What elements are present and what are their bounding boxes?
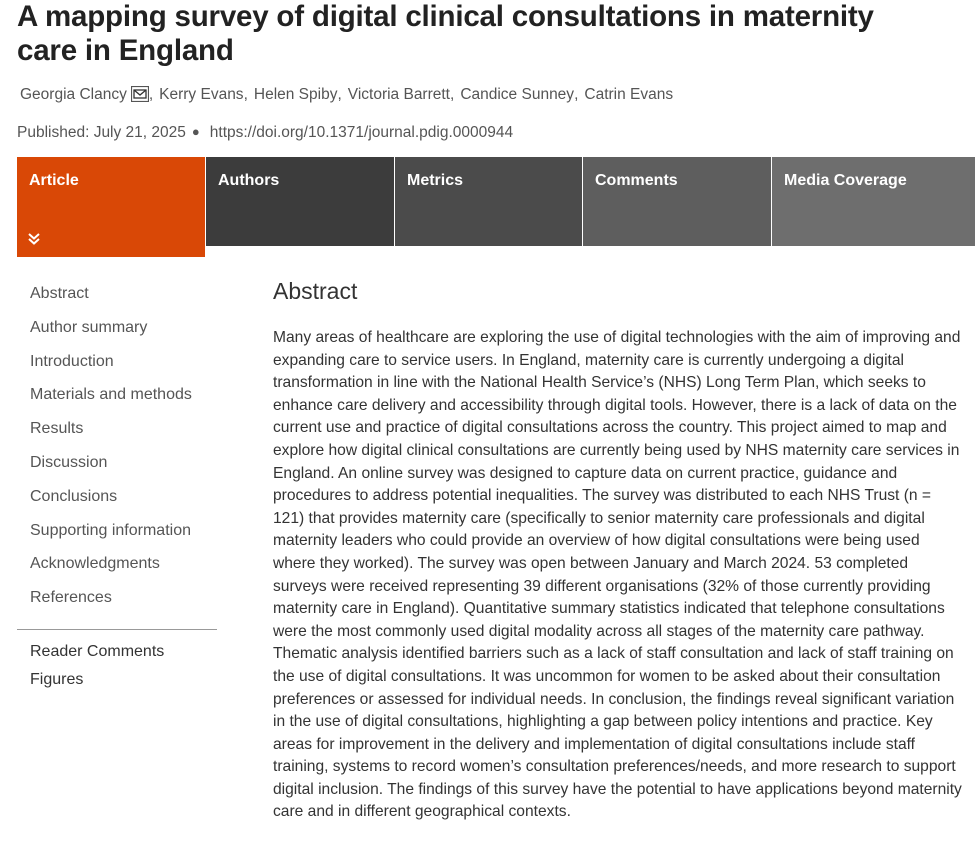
author-separator: , [243, 86, 248, 103]
nav-link-acknowledgments[interactable]: Acknowledgments [30, 555, 160, 573]
tab-label: Authors [218, 172, 280, 189]
nav-link-materials-and-methods[interactable]: Materials and methods [30, 386, 192, 404]
bullet-separator: ● [191, 124, 200, 139]
tab-label: Article [29, 172, 79, 189]
nav-link-author-summary[interactable]: Author summary [30, 318, 148, 336]
abstract-heading: Abstract [273, 278, 358, 304]
author-link[interactable]: Kerry Evans [159, 86, 244, 103]
tab-label: Metrics [407, 172, 464, 189]
nav-link-conclusions[interactable]: Conclusions [30, 487, 118, 505]
section-nav [17, 277, 217, 694]
tab-authors[interactable] [206, 157, 394, 246]
tab-label: Comments [595, 172, 678, 189]
published-date: Published: July 21, 2025 [17, 124, 186, 141]
author-link[interactable]: Helen Spiby [253, 86, 338, 103]
tab-media-coverage[interactable] [772, 157, 975, 246]
author-list [20, 86, 673, 104]
article-title: A mapping survey of digital clinical consultations in maternity care in England [17, 0, 874, 67]
double-chevron-down-icon [27, 232, 41, 246]
author-link[interactable]: Catrin Evans [584, 86, 674, 103]
nav-link-references[interactable]: References [30, 589, 112, 607]
author-link[interactable]: Georgia Clancy [20, 86, 149, 104]
author-link[interactable]: Candice Sunney [460, 86, 575, 103]
nav-link-abstract[interactable]: Abstract [30, 285, 89, 302]
tab-label: Media Coverage [784, 172, 907, 189]
author-separator: , [337, 86, 342, 103]
author-link[interactable]: Victoria Barrett [347, 86, 450, 103]
abstract-text: Many areas of healthcare are exploring the use of digital technologies with the aim of improving and expanding care to service users. In England, maternity care is currently undergoing a digital transformation in line with the National Health Service’s (NHS) Long Term Plan, which seeks to enhance care delivery and accessibility through digital tools. However, there is a lack of data on the current use and practice of digital consultations across the country. This project aimed to map and explore how digital clinical consultations are currently being used by NHS maternity care services in England. An online survey was designed to capture data on current practice, guidance and procedures to address potential inequalities. The survey was distributed to each NHS Trust (n = 121) that provides maternity care (specifically to senior maternity care professionals and digital maternity leaders who could provide an overview of how digital consultations were being used where they worked). The survey was open between January and March 2024. 53 completed surveys were received representing 39 different organisations (32% of those currently providing maternity care in England). Quantitative summary statistics indicated that telephone consultations were the most commonly used digital modality across all stages of the maternity care pathway. Thematic analysis identified barriers such as a lack of staff consultation and lack of staff training on the use of digital consultations. It was uncommon for women to be asked about their consultation preferences or assessed for individual needs. In conclusion, the findings reveal significant variation in the use of digital consultations, highlighting a gap between policy intentions and practice. Key areas for improvement in the delivery and implementation of digital consultations include staff training, systems to record women’s consultation preferences/needs, and more research to support digital inclusion. The findings of this survey have the potential to have applications beyond maternity care and in different geographical contexts. [273, 329, 962, 821]
tab-metrics[interactable] [395, 157, 582, 246]
tab-comments[interactable] [583, 157, 771, 246]
nav-link-results[interactable]: Results [30, 420, 84, 438]
nav-link-supporting-information[interactable]: Supporting information [30, 521, 191, 539]
doi-link[interactable]: https://doi.org/10.1371/journal.pdig.0000944 [209, 124, 514, 141]
tab-article[interactable] [17, 157, 205, 257]
publication-info [17, 124, 513, 142]
author-separator: , [574, 86, 579, 103]
author-separator: , [148, 86, 154, 103]
nav-link-discussion[interactable]: Discussion [30, 453, 108, 471]
nav-link-reader-comments[interactable]: Reader Comments [30, 642, 165, 660]
author-separator: , [450, 86, 455, 103]
nav-divider [17, 629, 217, 630]
nav-link-figures[interactable]: Figures [30, 670, 84, 688]
email-icon[interactable] [131, 86, 149, 102]
nav-link-introduction[interactable]: Introduction [30, 352, 114, 370]
